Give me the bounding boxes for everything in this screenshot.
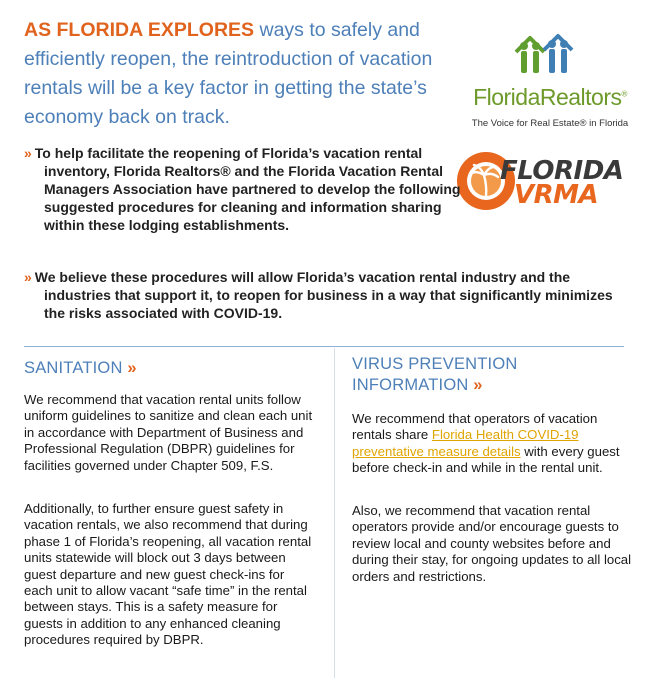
sanitation-paragraph-2: Additionally, to further ensure guest safety in vacation rentals, we also recommend that during phase 1 of Florida’s reopening, all vacation rental units statewide will block out 3 days between guest departure and new guest check-ins for each unit to allow vacant “safe time” in the rental between stays. This is a safety measure for guests in addition to any enhanced cleaning procedures required by DBPR. — [24, 501, 312, 648]
virus-paragraph-1 — [352, 411, 632, 477]
intro-paragraph-2 — [24, 268, 634, 322]
sanitation-paragraph-1: We recommend that vacation rental units follow uniform guidelines to sanitize and clean each unit in accordance with Department of Business and Professional Regulation (DBPR) guidelines for facilities governed under Chapter 509, F.S. — [24, 392, 313, 473]
chevron-right-icon: » — [127, 359, 137, 377]
chevron-right-icon: » — [473, 376, 483, 394]
sanitation-heading — [24, 358, 137, 379]
florida-realtors-logo — [466, 22, 634, 134]
section-divider — [24, 346, 624, 347]
virus-heading-text: VIRUS PREVENTION INFORMATION — [352, 355, 518, 394]
sanitation-heading-text: SANITATION — [24, 359, 123, 377]
fr-mark: ® — [621, 89, 627, 99]
virus-paragraph-2: Also, we recommend that vacation rental operators provide and/or encourage guests to review local and county websites before and during their stay, for ongoing updates to all local orders and restrictions. — [352, 503, 632, 584]
chevron-right-icon: » — [24, 269, 32, 285]
headline — [24, 16, 464, 132]
virus-p1-before: We recommend that operators of vacation rentals share — [352, 411, 598, 443]
headline-rest: ways to safely and efficiently reopen, the reintroduction of vacation rentals will be a key factor in getting the state’s economy back on track. — [24, 19, 433, 128]
intro-p1-text: To help facilitate the reopening of Florida’s vacation rental inventory, Florida Realtors® and the Florida Vacation Rental Managers Association have partnered to develop the following suggested procedures for cleaning and information sharing within these lodging establishments. — [34, 145, 461, 233]
florida-vrma-logo — [456, 148, 632, 214]
column-divider — [334, 348, 335, 678]
virus-p1-after: with every guest before check-in and while in the rental unit. — [352, 443, 620, 476]
florida-realtors-wordmark — [466, 84, 634, 111]
florida-health-link[interactable]: Florida Health COVID-19 preventative measure details — [352, 427, 579, 459]
vrma-line1: FLORIDA — [500, 156, 624, 186]
people-houses-icon — [512, 22, 576, 78]
florida-realtors-tagline: The Voice for Real Estate® in Florida — [471, 118, 629, 129]
fr-name: FloridaRealtors — [473, 84, 622, 110]
headline-lead: AS FLORIDA EXPLORES — [24, 19, 255, 41]
virus-prevention-heading — [352, 354, 612, 396]
intro-paragraph-1 — [24, 144, 464, 234]
vrma-line2: VRMA — [514, 180, 599, 210]
intro-p2-text: We believe these procedures will allow Florida’s vacation rental industry and the industries that support it, to reopen for business in a way that significantly minimizes the risks associated with COVID-19. — [34, 269, 613, 321]
chevron-right-icon: » — [24, 145, 32, 161]
